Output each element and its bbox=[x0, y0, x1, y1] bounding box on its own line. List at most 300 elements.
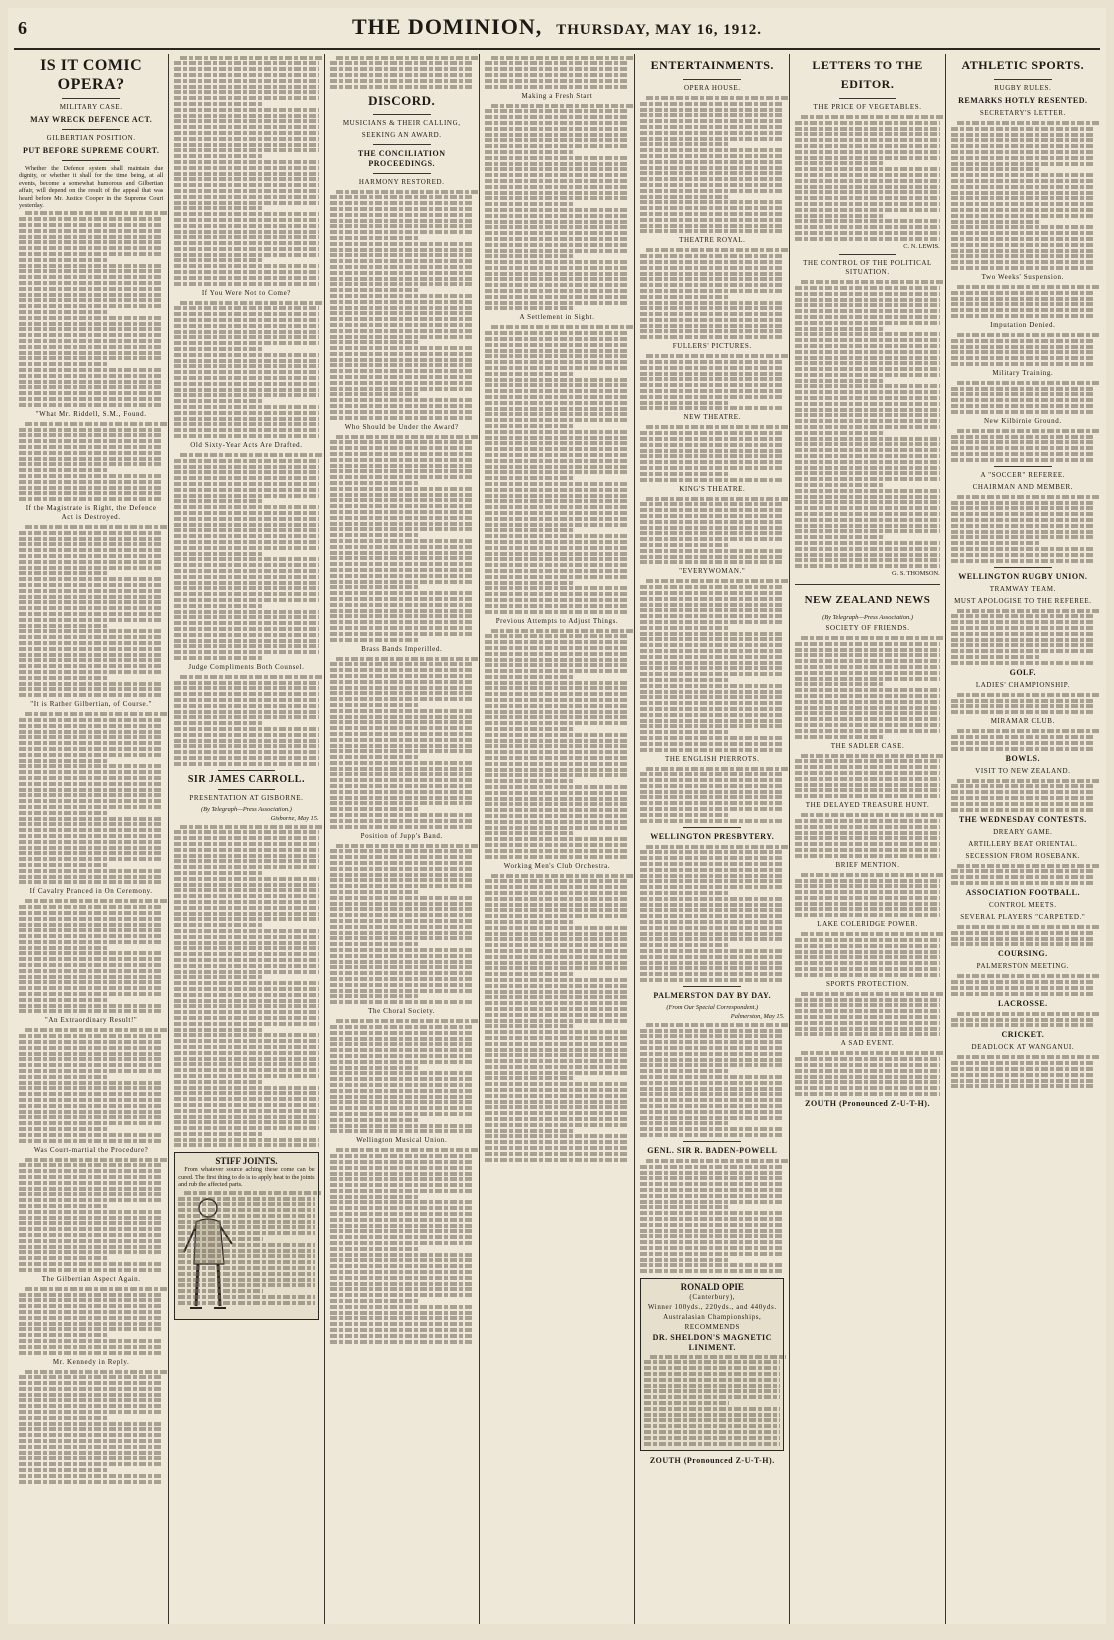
text-line bbox=[795, 214, 884, 218]
section-head: Two Weeks' Suspension. bbox=[981, 272, 1064, 281]
text-line bbox=[951, 638, 1095, 642]
text-line bbox=[330, 1241, 474, 1245]
text-line bbox=[795, 955, 939, 959]
text-line bbox=[19, 1451, 163, 1455]
text-line bbox=[174, 1132, 263, 1136]
text-line bbox=[485, 972, 574, 976]
text-line bbox=[174, 177, 318, 181]
text-line bbox=[330, 697, 474, 701]
text-line bbox=[801, 873, 945, 877]
section-head: "What Mr. Riddell, S.M., Found. bbox=[35, 409, 147, 418]
text-line bbox=[174, 172, 318, 176]
text-line bbox=[485, 283, 629, 287]
text-line bbox=[951, 133, 1095, 137]
text-line bbox=[330, 1095, 474, 1099]
text-line bbox=[485, 1134, 629, 1138]
text-line bbox=[330, 1195, 419, 1199]
text-line bbox=[640, 113, 784, 117]
text-line bbox=[957, 729, 1100, 733]
text-line bbox=[485, 156, 629, 160]
text-line bbox=[485, 1123, 629, 1127]
text-line bbox=[330, 1328, 474, 1332]
text-line bbox=[19, 1250, 163, 1254]
text-line bbox=[795, 842, 939, 846]
text-line bbox=[485, 984, 629, 988]
text-line bbox=[640, 678, 729, 682]
text-line bbox=[174, 1010, 318, 1014]
text-line bbox=[330, 358, 474, 362]
text-line bbox=[19, 863, 108, 867]
text-line bbox=[640, 154, 784, 158]
text-line bbox=[330, 493, 474, 497]
text-line bbox=[795, 460, 939, 464]
text-line bbox=[330, 784, 474, 788]
column-4 bbox=[480, 54, 635, 1624]
text-line bbox=[19, 560, 163, 564]
ad-title: RONALD OPIE bbox=[680, 1282, 744, 1293]
text-line bbox=[795, 219, 939, 223]
subhead: KING'S THEATRE. bbox=[679, 484, 746, 493]
text-line bbox=[19, 782, 163, 786]
text-line bbox=[951, 297, 1095, 301]
text-line bbox=[330, 392, 419, 396]
article-body bbox=[951, 925, 1095, 946]
text-line bbox=[19, 1046, 163, 1050]
text-line bbox=[485, 698, 629, 702]
text-line bbox=[19, 693, 163, 697]
text-line bbox=[485, 254, 574, 258]
text-line bbox=[174, 721, 263, 725]
text-line bbox=[25, 211, 169, 215]
text-line bbox=[19, 718, 163, 722]
text-line bbox=[485, 441, 629, 445]
text-line bbox=[174, 557, 318, 561]
text-line bbox=[951, 986, 1095, 990]
text-line bbox=[795, 315, 939, 319]
text-line bbox=[330, 819, 474, 823]
text-line bbox=[19, 1081, 163, 1085]
text-line bbox=[330, 1340, 474, 1344]
text-line bbox=[485, 903, 629, 907]
text-line bbox=[19, 1092, 163, 1096]
text-line bbox=[330, 346, 474, 350]
section-head: Brass Bands Imperilled. bbox=[361, 644, 443, 653]
text-line bbox=[330, 960, 474, 964]
text-line bbox=[951, 162, 1095, 166]
text-line bbox=[485, 372, 574, 376]
text-line bbox=[485, 260, 629, 264]
text-line bbox=[174, 517, 318, 521]
headline-comic-opera: IS IT COMIC OPERA? bbox=[40, 57, 143, 93]
text-line bbox=[330, 662, 474, 666]
text-line bbox=[795, 1057, 939, 1061]
text-line bbox=[644, 1436, 780, 1440]
subhead: A "SOCCER" REFEREE. bbox=[980, 470, 1066, 479]
article-body bbox=[485, 104, 629, 311]
text-line bbox=[174, 681, 318, 685]
text-line bbox=[174, 282, 318, 286]
text-line bbox=[19, 1040, 163, 1044]
text-line bbox=[19, 445, 163, 449]
text-line bbox=[640, 206, 784, 210]
text-line bbox=[485, 675, 574, 679]
text-line bbox=[801, 813, 945, 817]
advertisement-ronald-opie bbox=[640, 1278, 784, 1451]
text-line bbox=[795, 202, 939, 206]
text-line bbox=[795, 535, 884, 539]
text-line bbox=[485, 1071, 629, 1075]
text-line bbox=[485, 820, 629, 824]
text-line bbox=[640, 856, 784, 860]
text-line bbox=[640, 472, 729, 476]
text-line bbox=[795, 361, 939, 365]
text-line bbox=[485, 949, 629, 953]
item-head: THE DELAYED TREASURE HUNT. bbox=[805, 801, 930, 810]
text-line bbox=[795, 471, 939, 475]
text-line bbox=[640, 862, 784, 866]
subhead: THE PRICE OF VEGETABLES. bbox=[813, 103, 922, 111]
text-line bbox=[640, 460, 784, 464]
text-line bbox=[795, 998, 939, 1002]
text-line bbox=[485, 658, 629, 662]
text-line bbox=[330, 1287, 474, 1291]
text-line bbox=[174, 241, 318, 245]
subhead: "EVERYWOMAN." bbox=[679, 567, 746, 576]
text-line bbox=[485, 1100, 629, 1104]
text-line bbox=[174, 511, 318, 515]
text-line bbox=[640, 478, 784, 482]
article-body bbox=[951, 779, 1095, 812]
text-line bbox=[19, 629, 163, 633]
text-line bbox=[644, 1407, 780, 1411]
text-line bbox=[640, 277, 784, 281]
text-line bbox=[330, 533, 419, 537]
text-line bbox=[19, 1439, 163, 1443]
text-line bbox=[330, 1037, 474, 1041]
ad-line: Australasian Championships, bbox=[663, 1313, 762, 1322]
headline-wednesday: THE WEDNESDAY CONTESTS. bbox=[958, 814, 1087, 824]
text-line bbox=[640, 1176, 784, 1180]
text-line bbox=[19, 462, 163, 466]
text-line bbox=[19, 635, 163, 639]
text-line bbox=[485, 837, 629, 841]
text-line bbox=[19, 428, 163, 432]
text-line bbox=[951, 179, 1095, 183]
text-line bbox=[640, 719, 784, 723]
text-line bbox=[795, 973, 939, 977]
text-line bbox=[174, 393, 318, 397]
text-line bbox=[795, 896, 939, 900]
text-line bbox=[485, 926, 629, 930]
text-line bbox=[640, 1046, 784, 1050]
text-line bbox=[19, 1387, 163, 1391]
text-line bbox=[19, 474, 163, 478]
text-line bbox=[174, 335, 318, 339]
text-line bbox=[640, 1182, 784, 1186]
text-line bbox=[640, 784, 784, 788]
text-line bbox=[180, 301, 324, 305]
text-line bbox=[640, 443, 784, 447]
text-line bbox=[646, 1023, 790, 1027]
article-body bbox=[795, 992, 939, 1037]
text-line bbox=[485, 569, 629, 573]
text-line bbox=[19, 1063, 163, 1067]
text-line bbox=[640, 431, 784, 435]
text-line bbox=[640, 229, 784, 233]
text-line bbox=[957, 693, 1100, 697]
text-line bbox=[19, 1227, 163, 1231]
text-line bbox=[951, 535, 1095, 539]
text-line bbox=[795, 682, 884, 686]
text-line bbox=[19, 793, 163, 797]
text-line bbox=[644, 1378, 780, 1382]
text-line bbox=[640, 655, 784, 659]
article-body bbox=[330, 56, 474, 89]
text-line bbox=[174, 465, 318, 469]
text-line bbox=[330, 1229, 474, 1233]
text-line bbox=[174, 73, 318, 77]
text-line bbox=[957, 495, 1100, 499]
text-line bbox=[485, 966, 629, 970]
text-line bbox=[19, 822, 163, 826]
text-line bbox=[644, 1413, 780, 1417]
text-line bbox=[640, 372, 784, 376]
text-line bbox=[174, 756, 318, 760]
subhead: THE ENGLISH PIERROTS. bbox=[665, 754, 760, 763]
text-line bbox=[640, 926, 784, 930]
article-body bbox=[19, 422, 163, 501]
text-line bbox=[485, 459, 629, 463]
text-line bbox=[951, 1061, 1095, 1065]
text-line bbox=[640, 543, 729, 547]
text-line bbox=[485, 640, 629, 644]
text-line bbox=[795, 541, 939, 545]
ad-footer: ZOUTH (Pronounced Z-U-T-H). bbox=[649, 1456, 775, 1466]
text-line bbox=[174, 230, 318, 234]
text-line bbox=[951, 452, 1095, 456]
text-line bbox=[178, 1301, 314, 1305]
text-line bbox=[330, 516, 474, 520]
text-line bbox=[330, 680, 474, 684]
text-line bbox=[795, 185, 939, 189]
text-line bbox=[640, 1121, 729, 1125]
text-line bbox=[19, 1339, 163, 1343]
text-line bbox=[19, 788, 163, 792]
section-head: Imputation Denied. bbox=[990, 320, 1056, 329]
text-line bbox=[19, 223, 163, 227]
text-line bbox=[19, 548, 163, 552]
text-line bbox=[174, 312, 318, 316]
text-line bbox=[640, 920, 784, 924]
text-line bbox=[951, 214, 1095, 218]
text-line bbox=[640, 591, 784, 595]
text-line bbox=[174, 604, 263, 608]
text-line bbox=[330, 674, 474, 678]
text-line bbox=[19, 1433, 163, 1437]
text-line bbox=[485, 646, 629, 650]
text-line bbox=[174, 67, 318, 71]
text-line bbox=[485, 133, 629, 137]
text-line bbox=[485, 453, 629, 457]
text-line bbox=[19, 403, 163, 407]
text-line bbox=[174, 247, 318, 251]
section-head: Previous Attempts to Adjust Things. bbox=[495, 616, 619, 625]
text-line bbox=[19, 963, 163, 967]
text-line bbox=[640, 1104, 784, 1108]
paper-title: THE DOMINION, bbox=[351, 14, 543, 39]
text-line bbox=[640, 183, 784, 187]
text-line bbox=[795, 506, 939, 510]
text-line bbox=[330, 545, 474, 549]
text-line bbox=[485, 337, 629, 341]
text-line bbox=[951, 620, 1095, 624]
text-line bbox=[174, 353, 318, 357]
article-body bbox=[951, 381, 1095, 414]
text-line bbox=[485, 557, 629, 561]
text-line bbox=[795, 150, 939, 154]
text-line bbox=[485, 843, 629, 847]
text-line bbox=[795, 665, 939, 669]
text-line bbox=[19, 730, 163, 734]
text-line bbox=[174, 733, 318, 737]
text-line bbox=[795, 419, 939, 423]
text-line bbox=[640, 1052, 784, 1056]
text-line bbox=[174, 830, 318, 834]
text-line bbox=[19, 1181, 163, 1185]
article-body bbox=[330, 435, 474, 642]
text-line bbox=[330, 738, 474, 742]
item-head: SPORTS PROTECTION. bbox=[825, 979, 910, 988]
text-line bbox=[330, 282, 474, 286]
text-line bbox=[795, 466, 939, 470]
text-line bbox=[640, 1127, 784, 1131]
text-line bbox=[330, 626, 474, 630]
text-line bbox=[19, 1256, 108, 1260]
text-line bbox=[174, 958, 318, 962]
text-line bbox=[951, 643, 1095, 647]
byline: (By Telegraph—Press Association.) bbox=[201, 805, 292, 813]
text-line bbox=[795, 321, 939, 325]
section-head: New Kilbirnie Ground. bbox=[983, 416, 1062, 425]
text-line bbox=[330, 715, 474, 719]
text-line bbox=[795, 495, 939, 499]
article-body bbox=[640, 845, 784, 982]
text-line bbox=[330, 277, 474, 281]
text-line bbox=[19, 606, 163, 610]
text-line bbox=[330, 67, 474, 71]
text-line bbox=[330, 1206, 474, 1210]
text-line bbox=[336, 657, 480, 661]
text-line bbox=[640, 1229, 784, 1233]
text-line bbox=[19, 1416, 108, 1420]
text-line bbox=[174, 405, 318, 409]
text-line bbox=[485, 581, 574, 585]
text-line bbox=[19, 658, 163, 662]
text-line bbox=[795, 225, 939, 229]
text-line bbox=[640, 966, 784, 970]
text-line bbox=[640, 531, 784, 535]
text-line bbox=[646, 579, 790, 583]
text-line bbox=[330, 1264, 474, 1268]
text-line bbox=[951, 225, 1095, 229]
text-line bbox=[174, 370, 318, 374]
text-line bbox=[19, 310, 108, 314]
text-line bbox=[174, 993, 318, 997]
text-line bbox=[795, 1080, 939, 1084]
text-line bbox=[485, 634, 629, 638]
text-line bbox=[795, 765, 939, 769]
text-line bbox=[485, 704, 629, 708]
text-line bbox=[19, 554, 163, 558]
text-line bbox=[174, 546, 318, 550]
text-line bbox=[485, 1094, 629, 1098]
subhead: ARTILLERY BEAT ORIENTAL. bbox=[968, 839, 1078, 848]
text-line bbox=[174, 422, 318, 426]
text-line bbox=[180, 56, 324, 60]
text-line bbox=[330, 498, 474, 502]
text-line bbox=[640, 868, 784, 872]
text-line bbox=[174, 1039, 318, 1043]
text-line bbox=[795, 196, 939, 200]
text-line bbox=[795, 431, 884, 435]
text-line bbox=[795, 938, 939, 942]
text-line bbox=[174, 108, 318, 112]
text-line bbox=[795, 961, 939, 965]
text-line bbox=[485, 831, 574, 835]
text-line bbox=[19, 246, 163, 250]
article-body bbox=[330, 657, 474, 829]
text-line bbox=[795, 788, 939, 792]
text-line bbox=[330, 971, 474, 975]
text-line bbox=[19, 1133, 163, 1137]
text-line bbox=[640, 366, 784, 370]
text-line bbox=[19, 805, 163, 809]
text-line bbox=[640, 1217, 784, 1221]
article-body bbox=[174, 301, 318, 438]
text-line bbox=[19, 1327, 163, 1331]
text-line bbox=[19, 1052, 163, 1056]
text-line bbox=[795, 671, 939, 675]
article-body bbox=[951, 333, 1095, 366]
text-line bbox=[485, 563, 629, 567]
text-line bbox=[330, 1106, 474, 1110]
section-head: Was Court-martial the Procedure? bbox=[33, 1145, 149, 1154]
text-line bbox=[795, 759, 939, 763]
text-line bbox=[174, 79, 318, 83]
text-line bbox=[640, 1252, 784, 1256]
text-line bbox=[19, 1462, 163, 1466]
text-line bbox=[795, 179, 939, 183]
text-line bbox=[174, 399, 263, 403]
text-line bbox=[795, 512, 939, 516]
headline-assoc-football: ASSOCIATION FOOTBALL. bbox=[965, 887, 1081, 897]
text-line bbox=[174, 1016, 318, 1020]
text-line bbox=[795, 402, 939, 406]
text-line bbox=[646, 96, 790, 100]
subhead: TRAMWAY TEAM. bbox=[989, 584, 1056, 593]
text-line bbox=[330, 61, 474, 65]
text-line bbox=[330, 219, 474, 223]
text-line bbox=[795, 529, 939, 533]
text-line bbox=[485, 943, 629, 947]
section-head: "It is Rather Gilbertian, of Course." bbox=[30, 700, 153, 709]
text-line bbox=[795, 902, 939, 906]
text-line bbox=[951, 741, 1095, 745]
text-line bbox=[795, 208, 939, 212]
text-line bbox=[19, 275, 163, 279]
text-line bbox=[19, 1233, 163, 1237]
text-line bbox=[951, 144, 1095, 148]
